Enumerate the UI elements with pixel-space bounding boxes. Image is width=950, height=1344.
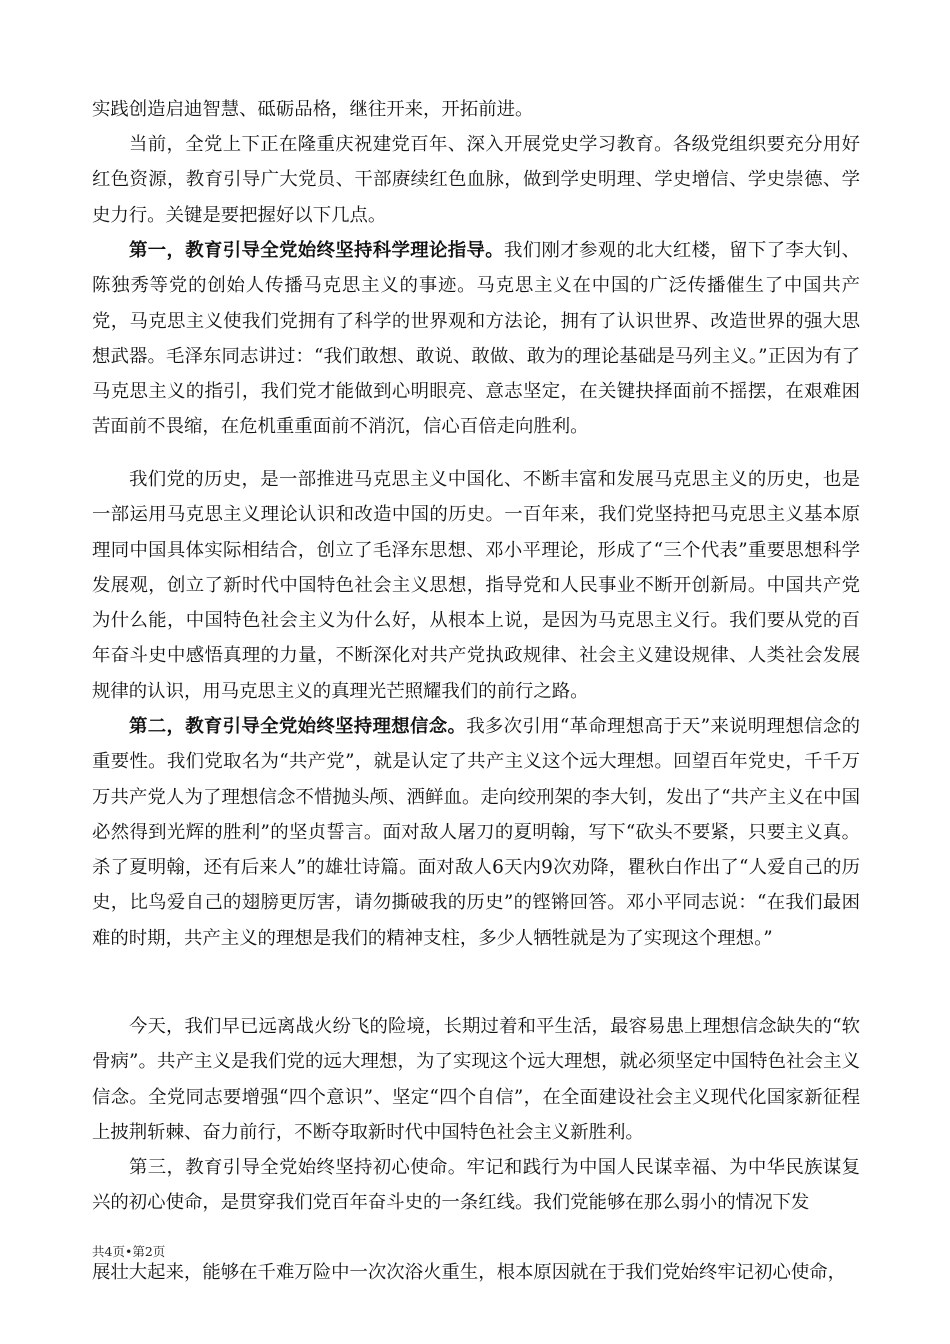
paragraph-1-text: 当前，全党上下正在隆重庆祝建党百年、深入开展党史学习教育。各级党组织要充分用好红色资源，教育引导广大党员、干部赓续红色血脉，做到学史明理、学史增信、学史崇德、学史力行。关键是要把握好以下几点。 <box>92 134 860 226</box>
paragraph-2-lead: 第一，教育引导全党始终坚持科学理论指导。 <box>129 240 505 261</box>
paragraph-1 <box>92 127 860 233</box>
paragraph-4 <box>92 709 860 956</box>
paragraph-2-text: 我们刚才参观的北大红楼，留下了李大钊、陈独秀等党的创始人传播马克思主义的事迹。马克思主义在中国的广泛传播催生了中国共产党，马克思主义使我们党拥有了科学的世界观和方法论，拥有了认识世界、改造世界的强大思想武器。毛泽东同志讲过：“我们敢想、敢说、敢做、敢为的理论基础是马列主义。”正因为有了马克思主义的指引，我们党才能做到心明眼亮、意志坚定，在关键抉择面前不摇摆，在艰难困苦面前不畏缩，在危机重重面前不消沉，信心百倍走向胜利。 <box>92 240 860 438</box>
paragraph-4-lead: 第二，教育引导全党始终坚持理想信念。 <box>129 716 467 737</box>
paragraph-6 <box>92 1150 860 1221</box>
paragraph-3-text: 我们党的历史，是一部推进马克思主义中国化、不断丰富和发展马克思主义的历史，也是一部运用马克思主义理论认识和改造中国的历史。一百年来，我们党坚持把马克思主义基本原理同中国具体实际相结合，创立了毛泽东思想、邓小平理论，形成了“三个代表”重要思想科学发展观，创立了新时代中国特色社会主义思想，指导党和人民事业不断开创新局。中国共产党为什么能，中国特色社会主义为什么好，从根本上说，是因为马克思主义行。我们要从党的百年奋斗史中感悟真理的力量，不断深化对共产党执政规律、社会主义建设规律、人类社会发展规律的认识，用马克思主义的真理光芒照耀我们的前行之路。 <box>92 469 860 702</box>
continuation-line: 展壮大起来，能够在千难万险中一次次浴火重生，根本原因就在于我们党始终牢记初心使命， <box>92 1262 847 1283</box>
paragraph-4-text: 我多次引用“革命理想高于天”来说明理想信念的重要性。我们党取名为“共产党”，就是认定了共产主义这个远大理想。回望百年党史，千千万万共产党人为了理想信念不惜抛头颅、洒鲜血。走向绞刑架的李大钊，发出了“共产主义在中国必然得到光辉的胜利”的坚贞誓言。面对敌人屠刀的夏明翰，写下“砍头不要紧，只要主义真。杀了夏明翰，还有后来人”的雄壮诗篇。面对敌人6天内9次劝降，瞿秋白作出了“人爱自己的历史，比鸟爱自己的翅膀更厉害，请勿撕破我的历史”的铿锵回答。邓小平同志说：“在我们最困难的时期，共产主义的理想是我们的精神支柱，多少人牺牲就是为了实现这个理想。” <box>92 716 860 949</box>
paragraph-6-text: 第三，教育引导全党始终坚持初心使命。牢记和践行为中国人民谋幸福、为中华民族谋复兴的初心使命，是贯穿我们党百年奋斗史的一条红线。我们党能够在那么弱小的情况下发 <box>92 1157 860 1214</box>
paragraph-5 <box>92 1009 860 1150</box>
paragraph-2 <box>92 233 860 445</box>
paragraph-0-text: 实践创造启迪智慧、砥砺品格，继往开来，开拓前进。 <box>92 99 534 120</box>
page-footer: 共4页•第2页 <box>92 1244 166 1259</box>
paragraph-0 <box>92 92 860 127</box>
paragraph-5-text: 今天，我们早已远离战火纷飞的险境，长期过着和平生活，最容易患上理想信念缺失的“软骨病”。共产主义是我们党的远大理想，为了实现这个远大理想，就必须坚定中国特色社会主义信念。全党同志要增强“四个意识”、坚定“四个自信”，在全面建设社会主义现代化国家新征程上披荆斩棘、奋力前行，不断夺取新时代中国特色社会主义新胜利。 <box>92 1016 860 1143</box>
paragraph-3 <box>92 462 860 709</box>
